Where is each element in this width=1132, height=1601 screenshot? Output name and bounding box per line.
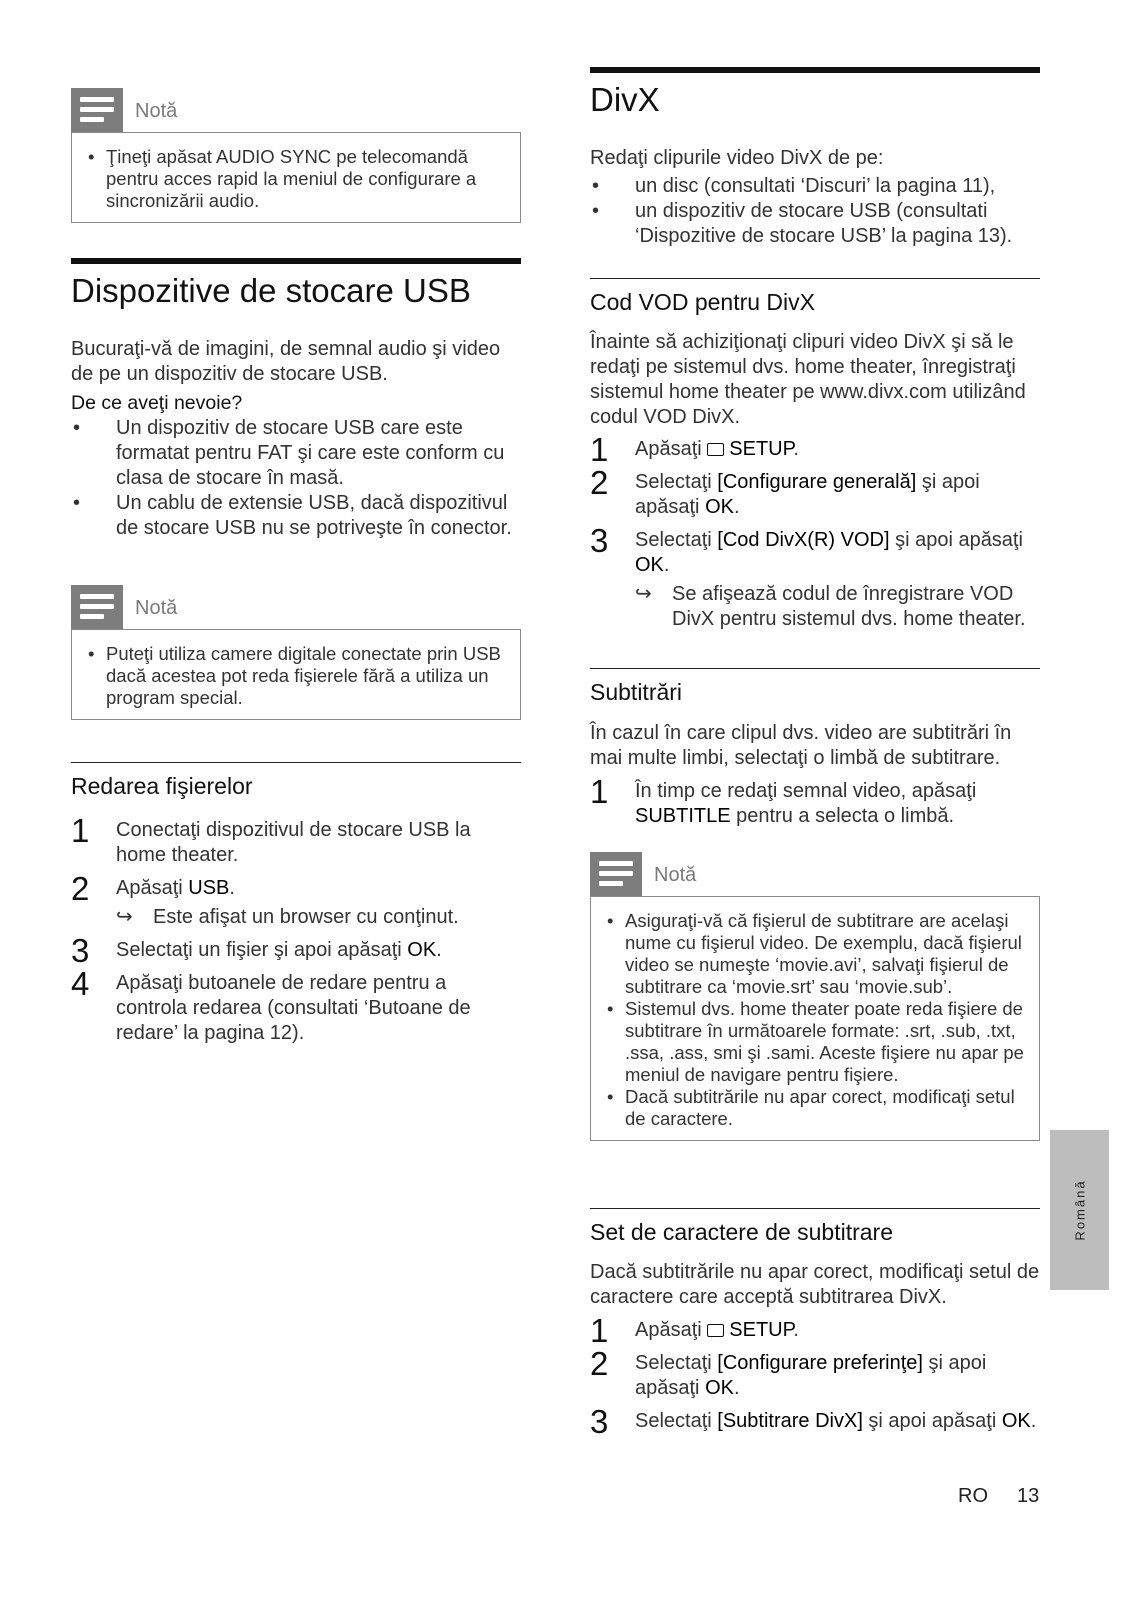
step: 4 Apăsaţi butoanele de redare pentru a controla redarea (consultati ‘Butoane de redare’ la pagina 12). — [71, 965, 471, 1044]
footer-lang: RO — [958, 1485, 988, 1507]
result-arrow-icon: ↪ — [635, 583, 652, 605]
subtitles-steps — [590, 773, 1040, 837]
page-number: 13 — [1017, 1485, 1040, 1507]
note-title: Notă — [135, 597, 178, 619]
step: 1 Apăsaţi SETUP. — [590, 431, 799, 468]
needs-list — [71, 416, 521, 541]
vod-steps — [590, 431, 1040, 640]
menu-icon — [707, 1324, 724, 1337]
note-item: • Asiguraţi-vă că fişierul de subtitrare are acelaşi nume cu fişierul video. De exemplu, dacă fişierul video se numeşte ‘movie.avi’, salvaţi fişierul de subtitrare ca ‘movie.srt’ sau ‘movie.sub’. — [603, 910, 1027, 998]
charset-intro: Dacă subtitrările nu apar corect, modificaţi setul de caractere care acceptă subtitrarea DivX. — [590, 1261, 1040, 1308]
need-label: De ce aveţi nevoie? — [71, 392, 243, 414]
list-item: • un dispozitiv de stocare USB (consultati ‘Dispozitive de stocare USB’ la pagina 13). — [590, 199, 1040, 249]
play-files-heading: Redarea fişierelor — [71, 762, 521, 800]
note-title: Notă — [654, 864, 697, 886]
note-title: Notă — [135, 100, 178, 122]
step-result: ↪ Se afişează codul de înregistrare VOD DivX pentru sistemul dvs. home theater. — [635, 583, 1026, 630]
subtitles-intro: În cazul în care clipul dvs. video are subtitrări în mai multe limbi, selectaţi o limbă de subtitrare. — [590, 722, 1012, 769]
step: 2 Selectaţi [Configurare generală] şi apoi apăsaţi OK. — [590, 464, 980, 518]
vod-intro: Înainte să achiziţionaţi clipuri video DivX şi să le redaţi pe sistemul dvs. home theater, înregistraţi sistemul home theater pe www.divx.com utilizând codul VOD DivX. — [590, 331, 1026, 428]
step: 1 În timp ce redaţi semnal video, apăsaţi SUBTITLE pentru a selecta o limbă. — [590, 773, 977, 827]
note-item: • Ţineţi apăsat AUDIO SYNC pe telecomandă pentru acces rapid la meniul de configurare a sincronizării audio. — [84, 146, 508, 212]
note-audio-sync — [71, 88, 521, 223]
list-item: • Un cablu de extensie USB, dacă dispozitivul de stocare USB nu se potriveşte în conector. — [71, 491, 521, 541]
step: 3 Selectaţi [Cod DivX(R) VOD] şi apoi apăsaţi OK. ↪ Se afişează codul de înregistrare VOD DivX pentru sistemul dvs. home theater. — [590, 528, 1040, 632]
usb-section-heading: Dispozitive de stocare USB — [71, 258, 521, 310]
menu-icon — [707, 443, 724, 456]
charset-heading: Set de caractere de subtitrare — [590, 1208, 1040, 1246]
charset-steps — [590, 1312, 1040, 1442]
step: 1 Conectaţi dispozitivul de stocare USB la home theater. — [71, 812, 471, 866]
vod-heading: Cod VOD pentru DivX — [590, 278, 1040, 316]
step: 2 Apăsaţi USB. ↪ Este afişat un browser cu conţinut. — [71, 876, 521, 930]
subtitles-heading: Subtitrări — [590, 668, 1040, 706]
divx-heading: DivX — [590, 67, 1040, 119]
step: 3 Selectaţi [Subtitrare DivX] şi apoi apăsaţi OK. — [590, 1403, 1037, 1440]
divx-sources — [590, 174, 1040, 249]
step: 3 Selectaţi un fişier şi apoi apăsaţi OK. — [71, 932, 442, 969]
result-arrow-icon: ↪ — [116, 906, 133, 928]
play-steps — [71, 812, 521, 1054]
language-side-tab: Română — [1050, 1130, 1109, 1290]
list-item: • Un dispozitiv de stocare USB care este formatat pentru FAT şi care este conform cu clasa de stocare în masă. — [71, 416, 521, 491]
list-item: • un disc (consultati ‘Discuri’ la pagina 11), — [590, 174, 1040, 199]
usb-intro: Bucuraţi-vă de imagini, de semnal audio şi video de pe un dispozitiv de stocare USB. — [71, 338, 501, 385]
note-icon — [71, 88, 123, 132]
note-subtitles — [590, 852, 1040, 1141]
note-icon — [71, 585, 123, 629]
note-icon — [590, 852, 642, 896]
step-result: ↪ Este afişat un browser cu conţinut. — [116, 906, 459, 928]
note-item: • Puteţi utiliza camere digitale conectate prin USB dacă acestea pot reda fişierele fără a utiliza un program special. — [84, 643, 508, 709]
note-usb-camera — [71, 585, 521, 720]
step: 2 Selectaţi [Configurare preferinţe] şi apoi apăsaţi OK. — [590, 1345, 987, 1399]
note-item: • Sistemul dvs. home theater poate reda fişiere de subtitrare în următoarele formate: .srt, .sub, .txt, .ssa, .ass, smi şi .sami. Aceste fişiere nu apar pe meniul de navigare pentru fişiere. — [603, 998, 1027, 1086]
note-item: • Dacă subtitrările nu apar corect, modificaţi setul de caractere. — [603, 1086, 1027, 1130]
divx-intro: Redaţi clipurile video DivX de pe: — [590, 147, 884, 169]
step: 1 Apăsaţi SETUP. — [590, 1312, 799, 1349]
